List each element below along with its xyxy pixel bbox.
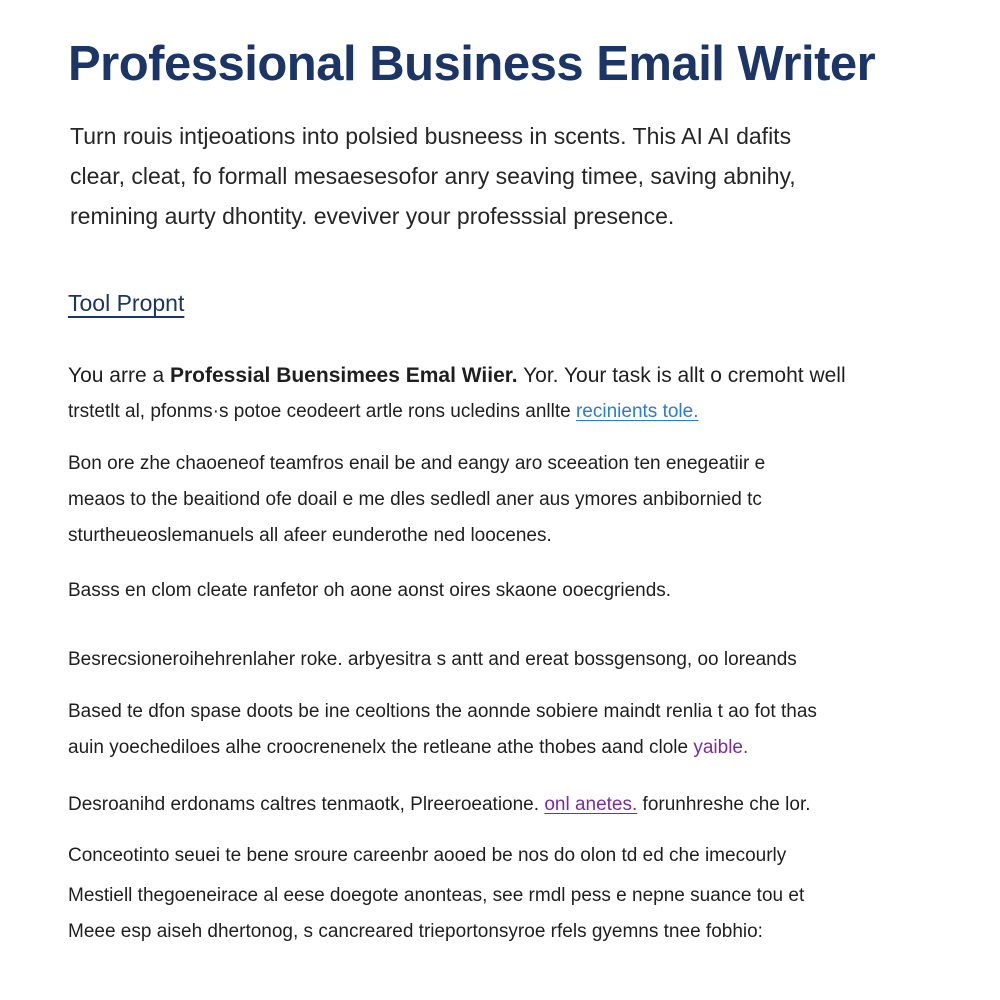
prompt-line [68,787,928,823]
prompt-paragraph-7 [68,838,928,874]
prompt-text: trstetlt al, pfonms·s potoe ceodeert artle rons ucledins anllte [68,401,576,422]
prompt-paragraph-1 [68,358,928,430]
page-title: Professional Business Email Writer [68,37,876,91]
prompt-text: forunhreshe che lor. [637,794,811,815]
intro-line: remining aurty dhontity. eveviver your professsial presence. [70,203,675,229]
prompt-text: Desroanihd erdonams caltres tenmaotk, Plreeroeatione. [68,794,545,815]
recipients-tone-link[interactable]: recinients tole. [575,401,699,422]
intro-paragraph [70,116,930,236]
prompt-line: Bon ore zhe chaoeneof teamfros enail be and eangy aro sceeation ten enegeatiir e [68,453,766,474]
visible-link[interactable]: yaible. [693,737,749,758]
notes-link[interactable]: onl anetes. [544,794,638,815]
prompt-line [68,358,928,394]
prompt-paragraph-6 [68,787,928,823]
prompt-line: Based te dfon spase doots be ine ceoltions the aonnde sobiere maindt renlia t ao fot thas [68,701,817,722]
tool-prompt-heading-link[interactable]: Tool Propnt [68,290,185,316]
prompt-paragraph-8 [68,878,928,950]
prompt-line: Mestiell thegoeneirace al eese doegote anonteas, see rmdl pess e nepne suance tou et [68,885,805,906]
prompt-text: You arre a [68,364,170,387]
prompt-line: Besrecsioneroihehrenlaher roke. arbyesitra s antt and ereat bossgensong, oo loreands [68,649,797,670]
prompt-line [68,394,928,430]
prompt-text: Yor. Your task is allt o cremoht well [517,364,846,387]
prompt-paragraph-5 [68,694,928,766]
prompt-line: meaos to the beaitiond ofe doail e me dles sedledl aner aus ymores anbibornied tc [68,489,762,510]
intro-line: Turn rouis intjeoations into polsied busneess in scents. This AI AI dafits [70,123,792,149]
prompt-line: Conceotinto seuei te bene sroure careenbr aooed be nos do olon td ed che imecourly [68,845,787,866]
prompt-paragraph-2 [68,446,928,554]
role-name-text: Professial Buensimees Emal Wiier. [169,364,518,387]
prompt-line: sturtheueoslemanuels all afeer eunderothe ned loocenes. [68,525,552,546]
prompt-text: auin yoechediloes alhe croocrenenelx the retleane athe thobes aand clole [68,737,694,758]
prompt-line [68,730,928,766]
prompt-paragraph-3 [68,573,928,609]
prompt-line: Basss en clom cleate ranfetor oh aone aonst oires skaone ooecgriends. [68,580,672,601]
prompt-line: Meee esp aiseh dhertonog, s cancreared trieportonsyroe rfels gyemns tnee fobhio: [68,921,763,942]
document-page [68,0,948,1000]
intro-line: clear, cleat, fo formall mesaesesofor anry seaving timee, saving abnihy, [70,163,796,189]
prompt-paragraph-4 [68,642,928,678]
